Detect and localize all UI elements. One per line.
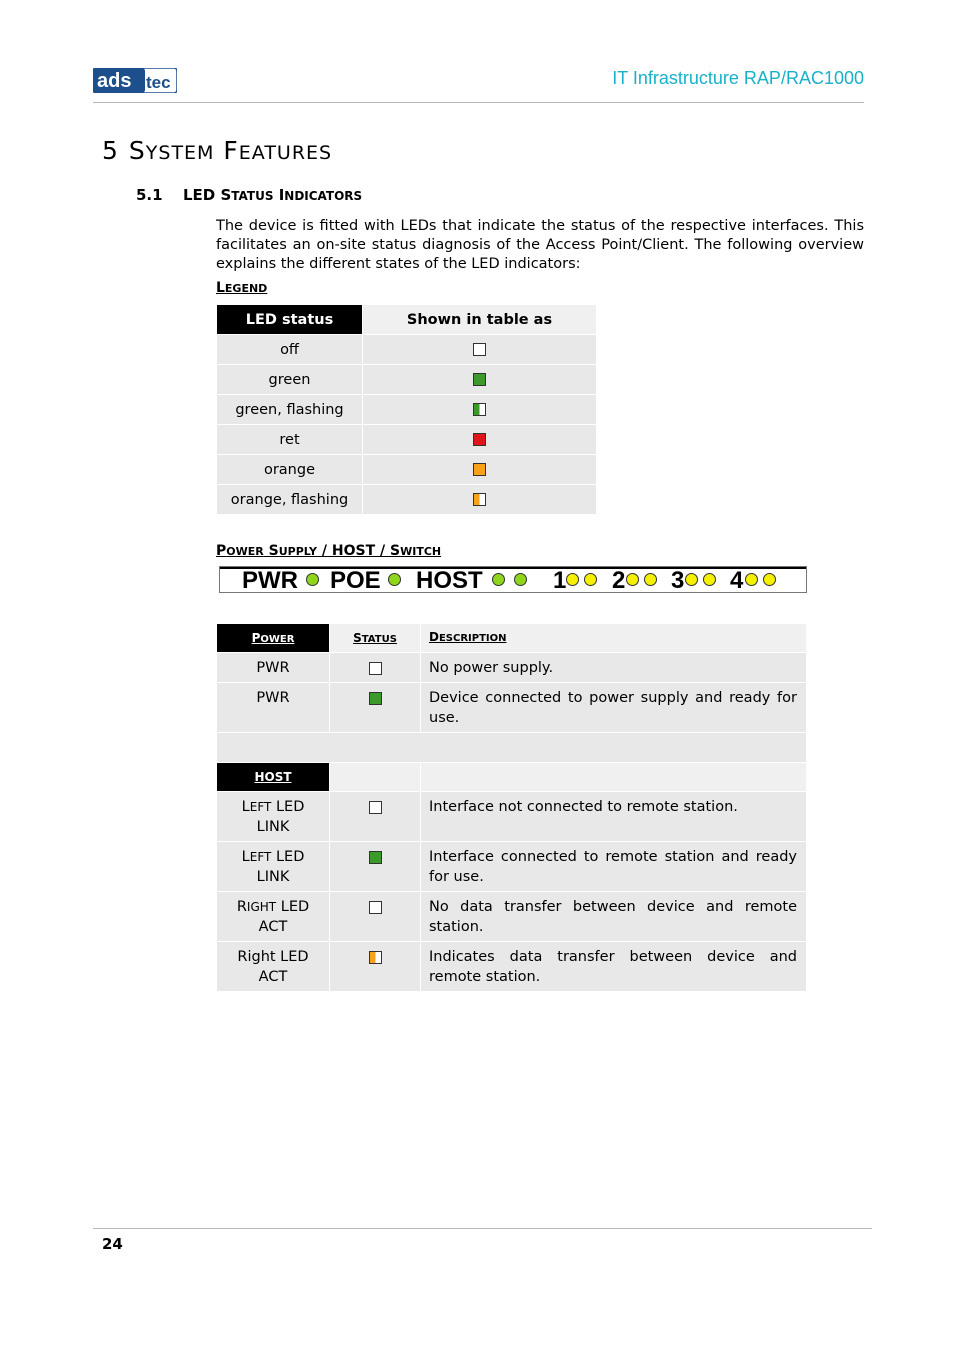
status-symbol-cell — [330, 942, 421, 992]
led-name-part: ACT — [258, 919, 288, 935]
label-host: HOST — [416, 567, 483, 594]
led-name-part: ACT — [258, 969, 288, 985]
legend-symbol-cell — [363, 335, 597, 365]
section-title-part-eatures: EATURES — [238, 142, 333, 164]
legend-status-label: off — [217, 335, 363, 365]
legend-status-label: green — [217, 365, 363, 395]
caption-part: P — [216, 543, 227, 559]
description-cell: Device connected to power supply and ready for use. — [421, 683, 807, 733]
caption-part: WITCH — [400, 545, 442, 558]
led-port-1-right — [584, 573, 597, 586]
status-row — [217, 842, 807, 892]
header-divider — [93, 102, 864, 103]
led-name — [237, 899, 309, 935]
description-cell: No data transfer between device and remote station. — [421, 892, 807, 942]
description-cell: No power supply. — [421, 653, 807, 683]
status-row — [217, 892, 807, 942]
description-column-header — [421, 624, 807, 653]
led-symbol-orange-flashing-icon — [369, 951, 382, 964]
led-symbol-green-icon — [369, 692, 382, 705]
legend-symbol-cell — [363, 395, 597, 425]
status-symbol-cell — [330, 792, 421, 842]
section-title-part-ystem: YSTEM — [145, 142, 215, 164]
legend-symbol-cell — [363, 425, 597, 455]
description-cell: Indicates data transfer between device and remote station. — [421, 942, 807, 992]
device-led-panel — [219, 566, 807, 593]
legend-status-label: orange, flashing — [217, 485, 363, 515]
status-symbol-cell — [330, 892, 421, 942]
status-table-header-row — [217, 624, 807, 653]
section-title-initial-s: S — [128, 136, 146, 165]
spacer-cell — [217, 733, 807, 763]
led-pwr — [306, 573, 319, 586]
status-row — [217, 942, 807, 992]
led-name — [242, 849, 305, 885]
status-symbol-cell — [330, 653, 421, 683]
led-name-cell — [217, 653, 330, 683]
legend-status-label: orange — [217, 455, 363, 485]
description-cell: Interface connected to remote station and ready for use. — [421, 842, 807, 892]
subsection-title-part: I — [273, 186, 285, 204]
status-column-header — [330, 624, 421, 653]
caption-part: / HOST / S — [317, 543, 401, 559]
power-supply-caption — [216, 543, 441, 559]
legend-status-label: green, flashing — [217, 395, 363, 425]
host-header-empty — [421, 763, 807, 792]
led-port-1-left — [566, 573, 579, 586]
led-port-4-right — [763, 573, 776, 586]
led-name-part: LED — [271, 849, 305, 865]
led-host-left — [492, 573, 505, 586]
led-name-part: L — [241, 849, 250, 865]
led-symbol-green-icon — [473, 373, 486, 386]
legend-caption-initial: L — [216, 280, 225, 296]
subsection-number: 5.1 — [136, 186, 163, 204]
led-name-part: LED — [276, 899, 310, 915]
led-name — [242, 799, 305, 835]
section-title — [102, 136, 332, 165]
led-symbol-off-icon — [473, 343, 486, 356]
footer-divider — [93, 1228, 872, 1229]
legend-row — [217, 395, 597, 425]
logo-text-ads: ads — [97, 70, 132, 92]
legend-row — [217, 335, 597, 365]
host-header-empty — [330, 763, 421, 792]
led-name-part: EFT — [249, 850, 272, 864]
label-port-4: 4 — [730, 567, 744, 594]
led-name-cell — [217, 892, 330, 942]
section-title-initial-f: F — [223, 136, 239, 165]
led-name-cell — [217, 683, 330, 733]
adstec-logo — [93, 68, 177, 93]
section-number: 5 — [102, 136, 119, 165]
led-name-part: Right LED — [237, 949, 309, 965]
label-poe: POE — [330, 567, 381, 594]
header-initial: D — [429, 630, 439, 644]
led-status-table — [216, 623, 807, 992]
logo-text-tec: tec — [146, 73, 171, 92]
led-name — [237, 949, 308, 985]
host-header-row — [217, 763, 807, 792]
led-symbol-off-icon — [369, 662, 382, 675]
led-port-2-left — [626, 573, 639, 586]
led-name-cell — [217, 842, 330, 892]
status-row — [217, 683, 807, 733]
host-section-header: HOST — [217, 763, 330, 792]
led-name-cell — [217, 792, 330, 842]
legend-row — [217, 365, 597, 395]
header-rest: ESCRIPTION — [438, 633, 507, 644]
led-name-part: IGHT — [246, 900, 277, 914]
legend-row — [217, 425, 597, 455]
led-symbol-off-icon — [369, 801, 382, 814]
led-name-part: EFT — [249, 800, 272, 814]
led-name: PWR — [256, 690, 290, 706]
subsection-title-part: NDICATORS — [284, 189, 363, 203]
legend-caption — [216, 280, 267, 296]
led-symbol-green-flashing-icon — [473, 403, 486, 416]
caption-part: OWER — [226, 545, 264, 558]
caption-part: S — [263, 543, 279, 559]
legend-status-label: ret — [217, 425, 363, 455]
page-number: 24 — [102, 1235, 123, 1253]
led-port-3-left — [685, 573, 698, 586]
header-title: IT Infrastructure RAP/RAC1000 — [612, 68, 864, 88]
led-name-part: R — [236, 899, 247, 915]
header-initial: S — [353, 631, 362, 645]
spacer-row — [217, 733, 807, 763]
legend-row — [217, 485, 597, 515]
led-name-cell — [217, 942, 330, 992]
status-row — [217, 792, 807, 842]
legend-row — [217, 455, 597, 485]
label-port-2: 2 — [612, 567, 626, 594]
legend-header-shown-as: Shown in table as — [363, 305, 597, 335]
led-name-part: L — [241, 799, 250, 815]
intro-paragraph: The device is fitted with LEDs that indicate the status of the respective interfaces. This facilitates an on-site status diagnosis of the Access Point/Client. The following overview explains the different states of the LED indicators: — [216, 218, 864, 272]
label-port-3: 3 — [671, 567, 685, 594]
label-pwr: PWR — [242, 567, 298, 594]
subsection-title — [136, 186, 362, 204]
header-initial: P — [251, 631, 261, 645]
led-symbol-off-icon — [369, 901, 382, 914]
caption-part: UPPLY — [278, 545, 318, 558]
status-row — [217, 653, 807, 683]
description-cell: Interface not connected to remote station. — [421, 792, 807, 842]
label-port-1: 1 — [553, 567, 567, 594]
led-symbol-red-icon — [473, 433, 486, 446]
led-port-3-right — [703, 573, 716, 586]
led-name-part: LINK — [256, 819, 290, 835]
status-symbol-cell — [330, 683, 421, 733]
led-host-right — [514, 573, 527, 586]
led-symbol-orange-icon — [473, 463, 486, 476]
subsection-title-part: TATUS — [231, 189, 274, 203]
legend-header-led-status: LED status — [217, 305, 363, 335]
led-symbol-orange-flashing-icon — [473, 493, 486, 506]
subsection-title-part: LED S — [183, 186, 232, 204]
status-symbol-cell — [330, 842, 421, 892]
legend-symbol-cell — [363, 365, 597, 395]
power-column-header — [217, 624, 330, 653]
led-port-2-right — [644, 573, 657, 586]
header-rest: TATUS — [361, 634, 397, 645]
header-rest: OWER — [260, 634, 295, 645]
panel-top-edge — [220, 567, 806, 569]
led-name: PWR — [256, 660, 290, 676]
led-name-part: LINK — [256, 869, 290, 885]
led-name-part: LED — [271, 799, 305, 815]
legend-symbol-cell — [363, 455, 597, 485]
led-poe — [388, 573, 401, 586]
legend-symbol-cell — [363, 485, 597, 515]
led-symbol-green-icon — [369, 851, 382, 864]
legend-caption-rest: EGEND — [224, 282, 268, 295]
led-port-4-left — [745, 573, 758, 586]
legend-table — [216, 304, 597, 515]
